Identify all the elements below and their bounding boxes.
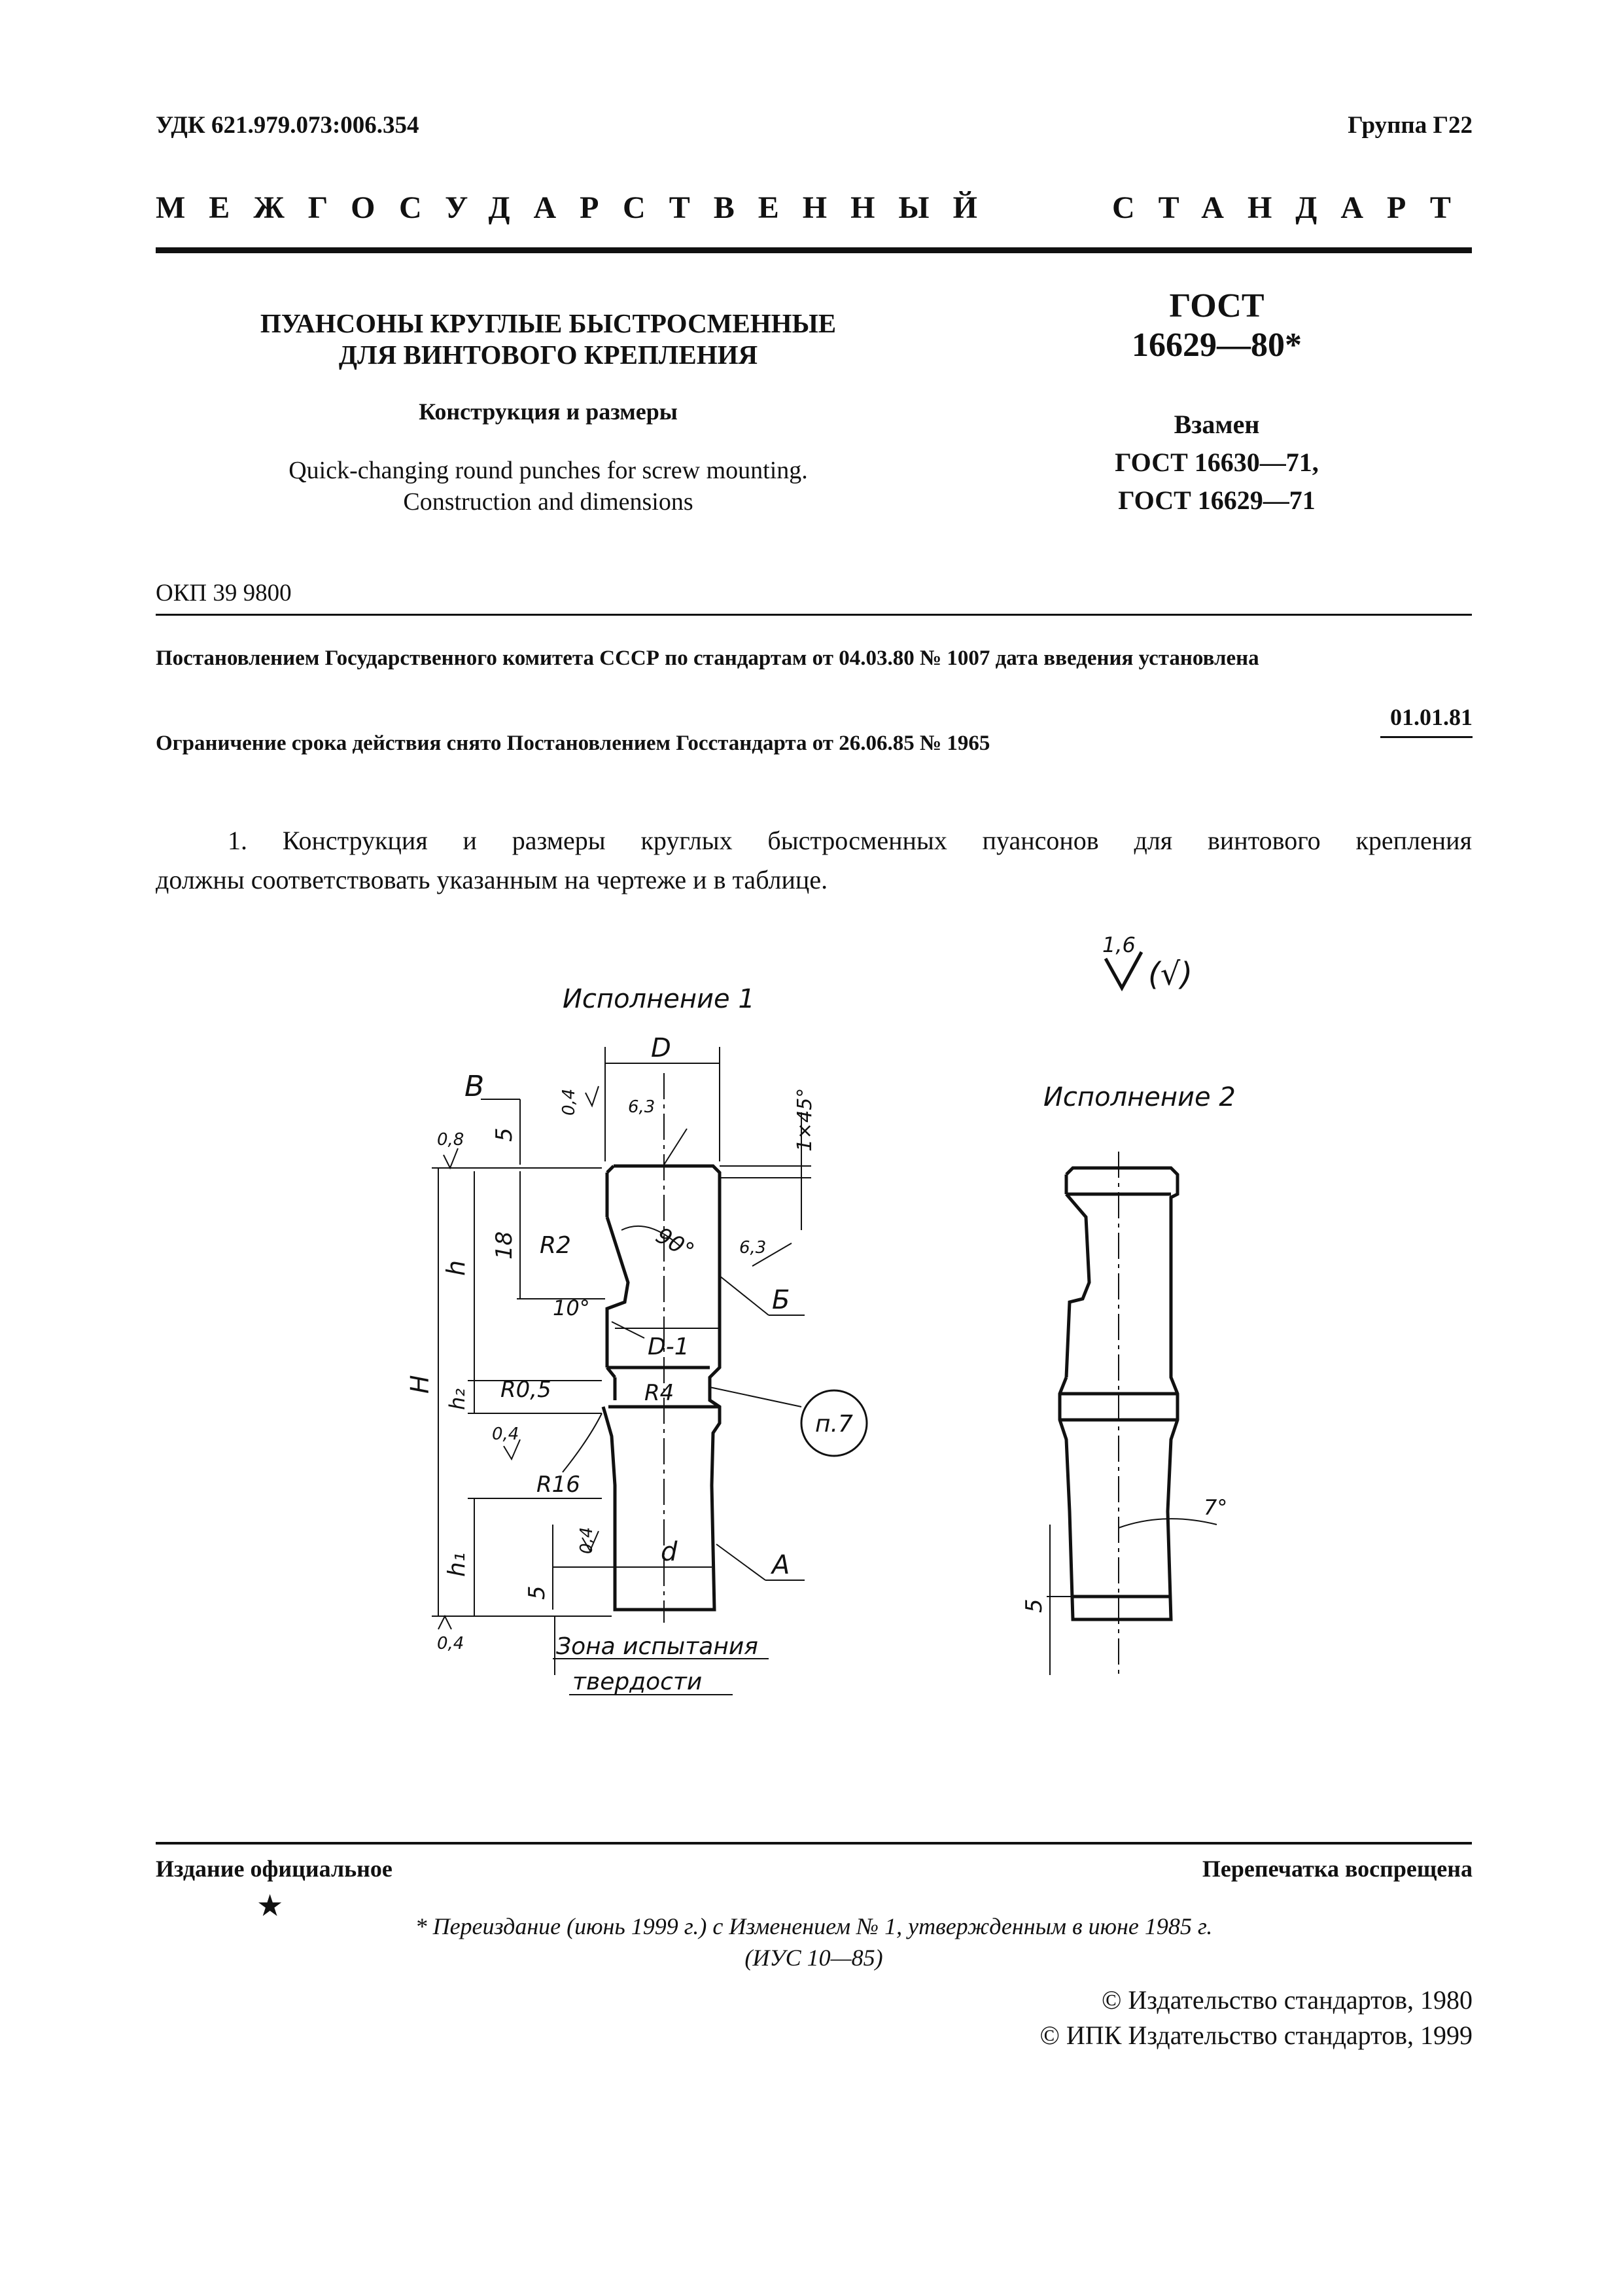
rough-04c: 0,4 <box>437 1634 464 1653</box>
title-en-line2: Construction and dimensions <box>403 488 693 516</box>
gost-label: ГОСТ <box>1169 287 1265 325</box>
leader-p7 <box>710 1387 801 1407</box>
copyright-1999: © ИПК Издательство стандартов, 1999 <box>1039 2021 1473 2050</box>
reissue-line1: * Переиздание (июнь 1999 г.) с Изменением № 1, утвержденным в июне 1985 г. <box>415 1913 1213 1939</box>
zone-label-1: Зона испытания <box>556 1633 758 1660</box>
dim-h: h <box>442 1260 470 1276</box>
callout-p7: п.7 <box>815 1411 853 1438</box>
rough-04a: 0,4 <box>559 1088 579 1116</box>
dim-D: D <box>651 1033 671 1063</box>
no-reprint: Перепечатка воспрещена <box>1202 1856 1473 1882</box>
rough-63a-leader <box>664 1129 687 1165</box>
limit-text: Ограничение срока действия снято Постановлением Госстандарта от 26.06.85 № 1965 <box>156 732 990 755</box>
angle-7: 7° <box>1204 1495 1228 1520</box>
dim-D1: D-1 <box>648 1333 689 1360</box>
rough-04c-mark <box>438 1616 451 1629</box>
leader-10deg <box>612 1322 644 1338</box>
subtitle: Конструкция и размеры <box>419 398 678 425</box>
replaces-label: Взамен <box>1174 410 1260 439</box>
radius-r16: R16 <box>536 1472 580 1498</box>
radius-r05: R0,5 <box>500 1377 551 1403</box>
dim-5-top: 5 <box>491 1127 517 1142</box>
leader-A <box>716 1544 765 1580</box>
rough-08-mark <box>444 1148 458 1168</box>
banner-standard: СТАНДАРТ <box>1112 190 1475 225</box>
decree-text: Постановлением Государственного комитета СССР по стандартам от 04.03.80 № 1007 дата введения установлена <box>156 646 1259 670</box>
dim-chamfer: 1×45° <box>794 1087 816 1152</box>
rough-04b: 0,4 <box>492 1424 519 1444</box>
dim-18: 18 <box>491 1231 517 1260</box>
copyright-1980: © Издательство стандартов, 1980 <box>1101 1985 1473 2015</box>
footer-rule <box>156 1842 1472 1845</box>
title-ru-line1: ПУАНСОНЫ КРУГЛЫЕ БЫСТРОСМЕННЫЕ <box>260 308 837 338</box>
rough-63a: 6,3 <box>628 1097 655 1117</box>
version1-label: Исполнение 1 <box>563 984 755 1014</box>
reissue-line2: (ИУС 10—85) <box>744 1945 883 1971</box>
decree-date: 01.01.81 <box>1390 704 1473 730</box>
leader-B <box>720 1276 769 1315</box>
dim-h2: h₂ <box>445 1388 470 1410</box>
official-edition: Издание официальное <box>156 1856 393 1882</box>
roughness-paren: (√) <box>1148 956 1193 993</box>
roughness-symbol <box>1106 952 1142 988</box>
replaces-1: ГОСТ 16630—71, <box>1115 448 1319 477</box>
r16-leader <box>563 1413 602 1472</box>
dim-d: d <box>661 1537 678 1567</box>
copyright-block <box>1040 1983 1473 2053</box>
rough-04d: 0,4 <box>577 1527 597 1554</box>
dim-5-v2: 5 <box>1021 1598 1047 1613</box>
reissue-note <box>156 1911 1472 1973</box>
rough-63b: 6,3 <box>739 1238 767 1258</box>
zone-label-2: твердости <box>572 1669 703 1695</box>
group-code: Группа Г22 <box>1348 112 1473 139</box>
radius-r4: R4 <box>644 1380 674 1406</box>
banner-interstate: МЕЖГОСУДАРСТВЕННЫЙ <box>156 190 1001 225</box>
replaces-2: ГОСТ 16629—71 <box>1118 486 1316 515</box>
title-en-line1: Quick-changing round punches for screw mounting. <box>288 457 808 484</box>
angle-90: 90° <box>651 1222 699 1265</box>
rough-04a-mark <box>585 1086 599 1106</box>
version2-label: Исполнение 2 <box>1043 1082 1236 1112</box>
title-ru-line2: ДЛЯ ВИНТОВОГО КРЕПЛЕНИЯ <box>338 340 758 370</box>
label-section-B: В <box>464 1070 485 1103</box>
dim-5-bottom: 5 <box>524 1585 550 1600</box>
gost-number: 16629—80* <box>1132 327 1302 364</box>
dim-h1: h₁ <box>444 1552 470 1577</box>
okp-code: ОКП 39 9800 <box>156 580 292 607</box>
radius-r2: R2 <box>540 1232 571 1259</box>
roughness-value: 1,6 <box>1102 932 1136 957</box>
label-A: А <box>772 1550 790 1580</box>
para1-line2: должны соответствовать указанным на чертеже и в таблице. <box>156 865 828 894</box>
star-icon: ★ <box>256 1889 284 1922</box>
udk-code: УДК 621.979.073:006.354 <box>156 112 419 139</box>
label-B: Б <box>772 1285 790 1315</box>
para1-line1: 1. Конструкция и размеры круглых быстросменных пуансонов для винтового крепления <box>228 826 1472 855</box>
dim-H: H <box>406 1375 434 1394</box>
angle-10: 10° <box>553 1296 590 1320</box>
rough-08: 0,8 <box>437 1130 464 1150</box>
